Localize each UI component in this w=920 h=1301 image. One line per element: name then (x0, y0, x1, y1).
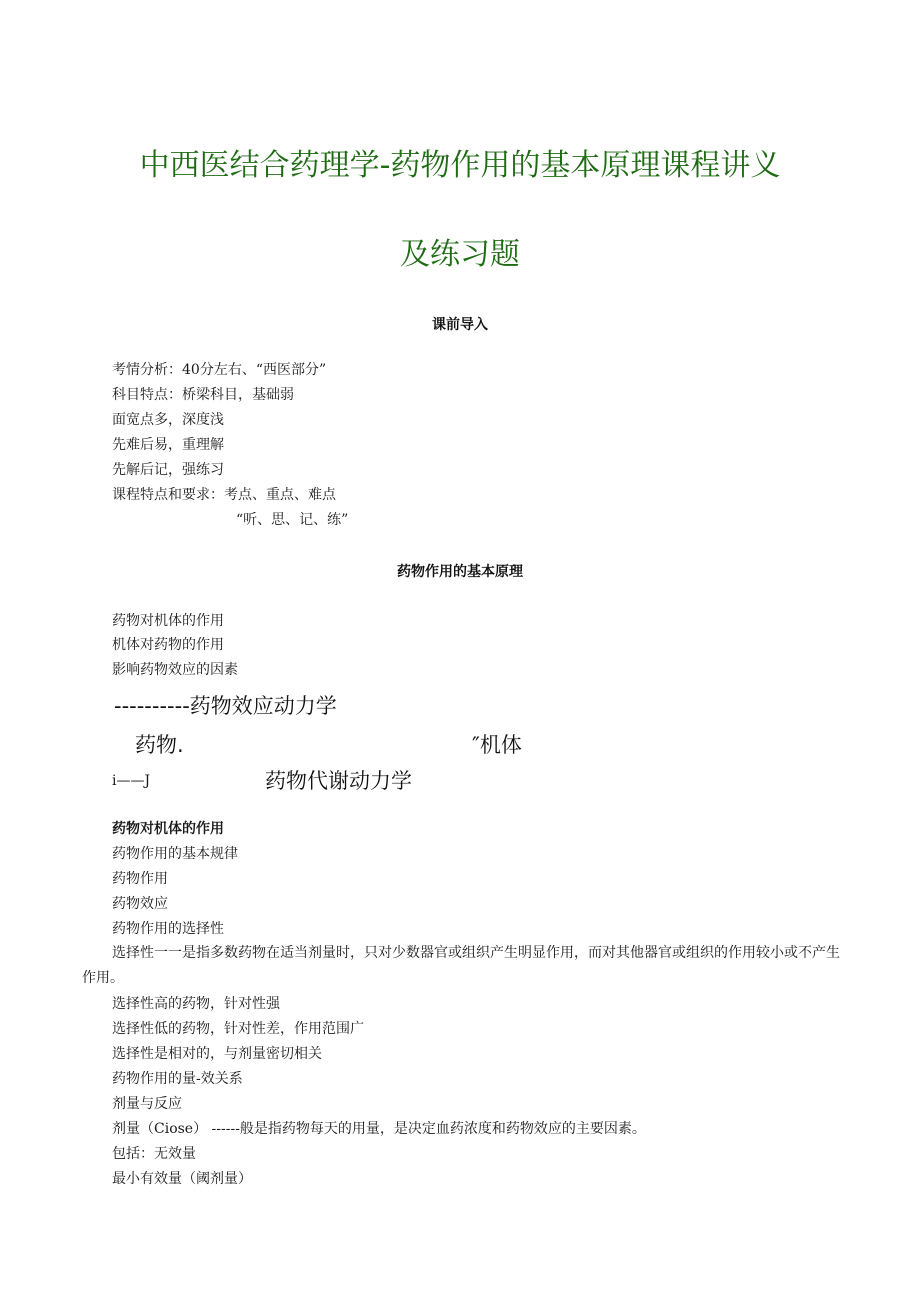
text-line: 药物作用的选择性 (112, 921, 224, 937)
text-line: 药物效应 (112, 896, 168, 912)
text-line: 药物对机体的作用 (112, 613, 224, 629)
text-line: 影响药物效应的因素 (112, 662, 238, 678)
document-title-line-1: 中西医结合药理学-药物作用的基本原理课程讲义 (139, 148, 781, 183)
text-line: 考情分析：40分左右、“西医部分” (112, 362, 327, 378)
diagram-pharmacokinetics-label: 药物代谢动力学 (265, 769, 412, 793)
text-line: 选择性是相对的，与剂量密切相关 (112, 1046, 322, 1062)
text-line: 先解后记，强练习 (112, 462, 224, 478)
text-line: 剂量与反应 (112, 1096, 182, 1112)
text-line: 机体对药物的作用 (112, 637, 224, 653)
text-line: 最小有效量（阈剂量） (112, 1171, 252, 1187)
diagram-drug-label: 药物. (135, 733, 184, 757)
text-line: 药物作用 (112, 871, 168, 887)
selectivity-paragraph: 选择性一一是指多数药物在适当剂量时，只对少数器官或组织产生明显作用，而对其他器官或组织的作用较小或不产生作用。 (82, 945, 840, 986)
diagram-body-label: ″机体 (472, 733, 522, 757)
text-line: 选择性高的药物，针对性强 (112, 996, 280, 1012)
section-heading-pre-class: 课前导入 (432, 317, 488, 333)
text-line: 包括：无效量 (112, 1146, 196, 1162)
text-line: “听、思、记、练” (236, 512, 349, 528)
text-line: 先难后易，重理解 (112, 437, 224, 453)
text-line: 药物作用的基本规律 (112, 846, 238, 862)
document-title-line-2: 及练习题 (400, 237, 520, 272)
text-line: 课程特点和要求：考点、重点、难点 (112, 487, 336, 503)
section-heading-principles: 药物作用的基本原理 (397, 564, 523, 580)
text-line: 剂量（Ciose） ------般是指药物每天的用量，是决定血药浓度和药物效应的主要因素。 (112, 1121, 646, 1137)
diagram-pharmacodynamics-line: ----------药物效应动力学 (114, 694, 337, 718)
diagram-pk-bracket: i——J (112, 773, 151, 789)
text-line: 药物作用的量-效关系 (112, 1071, 243, 1087)
section-heading-drug-on-body: 药物对机体的作用 (112, 821, 224, 837)
text-line: 选择性低的药物，针对性差，作用范围广 (112, 1021, 364, 1037)
text-line: 面宽点多，深度浅 (112, 412, 224, 428)
text-line: 科目特点：桥梁科目，基础弱 (112, 387, 294, 403)
